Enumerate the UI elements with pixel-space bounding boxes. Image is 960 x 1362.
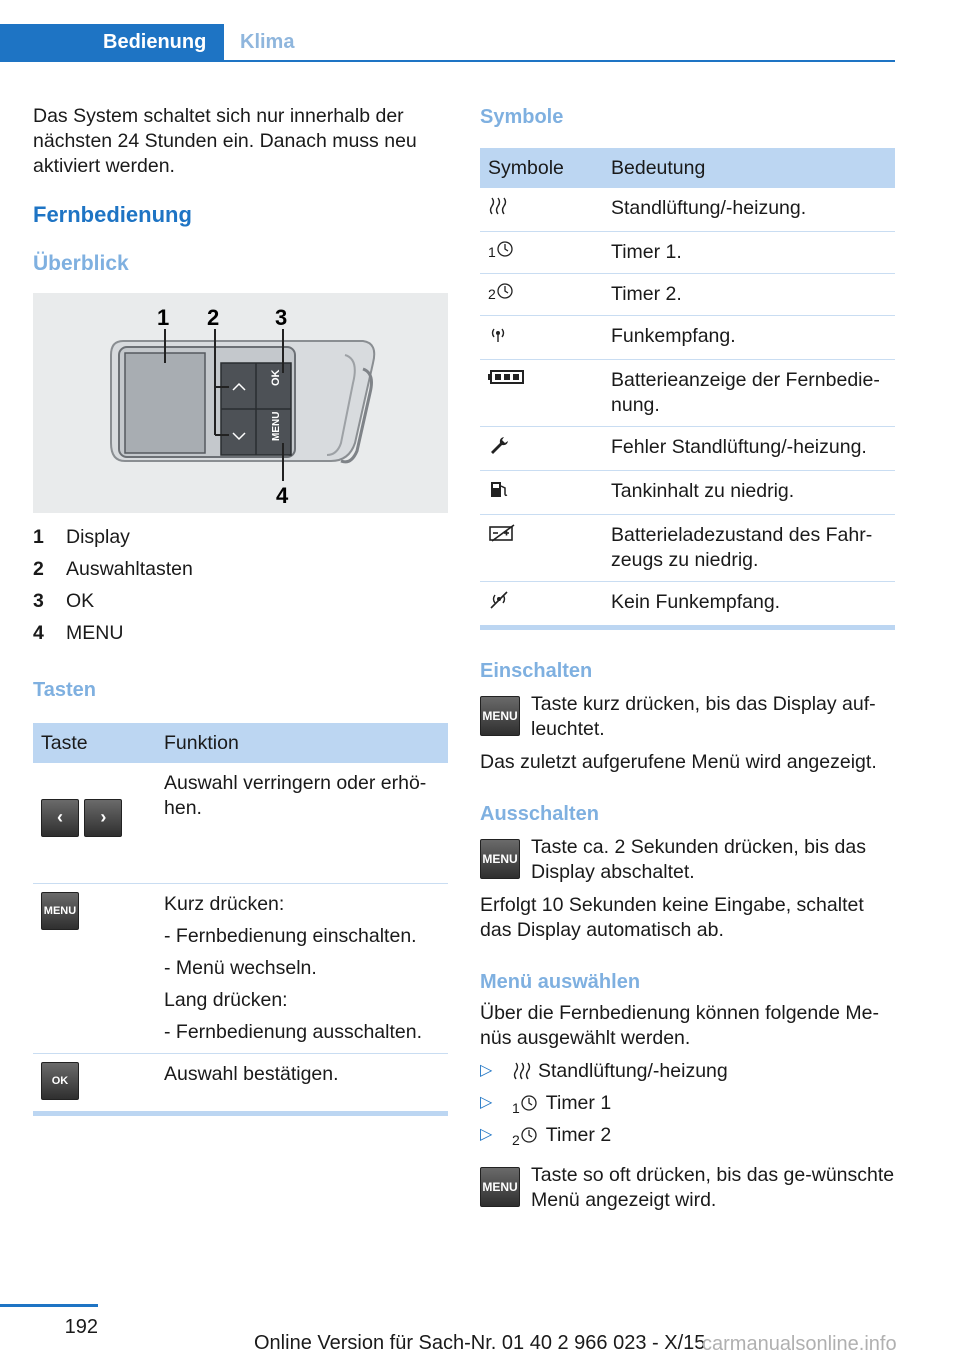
- keys-table-end-bar: [33, 1111, 448, 1116]
- timer-number: 1: [488, 244, 496, 260]
- ausschalten-text: Taste ca. 2 Sekunden drücken, bis das Display abschaltet.: [531, 836, 866, 883]
- menu-key-icon: MENU: [480, 839, 520, 879]
- legend-number: 1: [33, 526, 44, 548]
- table-row: [33, 763, 448, 883]
- heading-symbole: Symbole: [480, 106, 564, 128]
- einschalten-text: Taste kurz drücken, bis das Display auf-leuchtet.: [531, 693, 876, 740]
- table-row: [33, 883, 448, 1053]
- menu-key-icon: MENU: [41, 892, 79, 930]
- table-row: [33, 1053, 448, 1111]
- bullet-text: Standlüftung/-heizung: [538, 1060, 728, 1082]
- timer-number: 2: [488, 286, 496, 302]
- timer1-icon: [496, 240, 514, 258]
- keys-table: [33, 723, 448, 1111]
- function-cell: Auswahl bestätigen.: [164, 1062, 339, 1085]
- figure-key-menu: MENU: [271, 411, 282, 441]
- meaning-cell: Fehler Standlüftung/-heizung.: [603, 427, 895, 471]
- menu-bullet-list: [480, 1055, 895, 1151]
- legend-item: [33, 553, 448, 585]
- symbols-table-header-bedeutung: Bedeutung: [603, 148, 895, 188]
- function-cell: [156, 883, 448, 1053]
- symbols-table-end-bar: [480, 625, 895, 630]
- figure-legend: [33, 521, 448, 649]
- heading-tasten: Tasten: [33, 679, 96, 701]
- timer-number: 1: [512, 1100, 520, 1116]
- timer-number: 2: [512, 1132, 520, 1148]
- list-item: [480, 1055, 895, 1087]
- fuel-icon: [488, 479, 510, 499]
- meaning-cell: Timer 1.: [603, 232, 895, 274]
- figure-key-ok: OK: [270, 369, 282, 386]
- bullet-text: Timer 1: [545, 1092, 612, 1114]
- battery-icon: [488, 368, 528, 386]
- remote-control-figure: [33, 293, 448, 513]
- meaning-cell: Standlüftung/-heizung.: [603, 188, 895, 232]
- menu-key-icon: MENU: [480, 1167, 520, 1207]
- heading-einschalten: Einschalten: [480, 660, 593, 682]
- remote-control-drawing: [33, 293, 448, 513]
- menu-intro-text: Über die Fernbedienung können folgende Me-nüs ausgewählt werden.: [480, 1002, 879, 1049]
- einschalten-after-text: Das zuletzt aufgerufene Menü wird angezeigt.: [480, 751, 877, 773]
- symbols-table: [480, 148, 895, 625]
- meaning-cell: Funkempfang.: [603, 316, 895, 360]
- legend-label: Auswahltasten: [66, 558, 193, 580]
- right-column: [480, 104, 895, 1213]
- legend-number: 2: [33, 558, 44, 580]
- table-row: [480, 427, 895, 471]
- function-line: Kurz drücken:: [164, 892, 285, 915]
- timer2-icon: [520, 1126, 538, 1144]
- table-row: [480, 471, 895, 515]
- left-column: [33, 104, 448, 1116]
- table-row: [480, 582, 895, 626]
- chevron-left-icon: ‹: [41, 799, 79, 837]
- symbol-cell: [480, 515, 603, 582]
- wrench-icon: [488, 435, 510, 455]
- page-number: 192: [64, 1316, 98, 1338]
- bullet-triangle-icon: ▷: [480, 1126, 493, 1143]
- legend-label: OK: [66, 590, 95, 612]
- table-row: [480, 360, 895, 427]
- meaning-cell: Tankinhalt zu niedrig.: [603, 471, 895, 515]
- no-signal-icon: [488, 590, 510, 610]
- symbol-cell: [480, 316, 603, 360]
- symbol-cell: [480, 427, 603, 471]
- key-cell-arrows: [33, 763, 156, 883]
- list-item: [480, 1119, 895, 1151]
- heater-icon: [488, 196, 508, 216]
- tab-bedienung[interactable]: Bedienung: [0, 24, 224, 61]
- function-line: - Fernbedienung einschalten.: [164, 924, 417, 947]
- online-version-text: Online Version für Sach-Nr. 01 40 2 966 023 - X/15: [254, 1332, 706, 1354]
- symbol-cell: [480, 232, 603, 274]
- menu-after-text: Taste so oft drücken, bis das ge-wünschte Menü angezeigt wird.: [531, 1164, 895, 1211]
- symbol-cell: [480, 188, 603, 232]
- heater-icon: [512, 1061, 532, 1081]
- ausschalten-paragraph: [480, 835, 895, 885]
- function-line: - Menü wechseln.: [164, 956, 317, 979]
- bullet-text: Timer 2: [545, 1124, 612, 1146]
- heading-ueberblick: Überblick: [33, 252, 129, 275]
- callout-4: 4: [276, 483, 289, 508]
- meaning-cell: Kein Funkempfang.: [611, 591, 781, 613]
- footer-rule: [0, 1304, 98, 1307]
- table-row: [480, 274, 895, 316]
- callout-3: 3: [275, 305, 288, 330]
- timer1-icon: [520, 1094, 538, 1112]
- table-row: [480, 316, 895, 360]
- ok-key-icon: OK: [41, 1062, 79, 1100]
- legend-item: [33, 521, 448, 553]
- table-row: [480, 515, 895, 582]
- intro-text: Das System schaltet sich nur innerhalb der nächsten 24 Stunden ein. Danach muss neu aktiviert werden.: [33, 105, 417, 177]
- symbols-table-header-symbole: Symbole: [480, 148, 603, 188]
- bullet-triangle-icon: ▷: [480, 1062, 493, 1079]
- function-line: Lang drücken:: [164, 988, 288, 1011]
- car-battery-icon: [488, 523, 516, 543]
- table-row: [480, 188, 895, 232]
- tab-klima[interactable]: Klima: [240, 31, 295, 53]
- legend-number: 4: [33, 622, 44, 644]
- ausschalten-after-text: Erfolgt 10 Sekunden keine Eingabe, schaltet das Display automatisch ab.: [480, 894, 864, 941]
- symbol-cell: [480, 360, 603, 427]
- chevron-right-icon: ›: [84, 799, 122, 837]
- callout-2: 2: [207, 305, 220, 330]
- timer2-icon: [496, 282, 514, 300]
- legend-item: [33, 585, 448, 617]
- heading-fernbedienung: Fernbedienung: [33, 202, 192, 227]
- heading-ausschalten: Ausschalten: [480, 803, 599, 825]
- meaning-cell: Batterieanzeige der Fernbedie-nung.: [603, 360, 895, 427]
- key-cell-ok: [33, 1053, 156, 1111]
- legend-number: 3: [33, 590, 44, 612]
- meaning-cell: Timer 2.: [603, 274, 895, 316]
- key-cell-menu: [33, 883, 156, 1053]
- callout-1: 1: [157, 305, 170, 330]
- legend-label: Display: [66, 526, 130, 548]
- signal-icon: [488, 324, 508, 344]
- heading-menue-auswaehlen: Menü auswählen: [480, 971, 641, 993]
- menu-key-icon: MENU: [480, 696, 520, 736]
- menu-after-paragraph: [480, 1163, 895, 1213]
- watermark-text: carmanualsonline.info: [702, 1333, 897, 1355]
- bullet-triangle-icon: ▷: [480, 1094, 493, 1111]
- symbol-cell: [480, 582, 603, 626]
- legend-item: [33, 617, 448, 649]
- header-tabs: [0, 24, 895, 62]
- meaning-cell: Batterieladezustand des Fahr-zeugs zu niedrig.: [603, 515, 895, 582]
- keys-table-header-taste: Taste: [33, 723, 156, 763]
- function-line: - Fernbedienung ausschalten.: [164, 1020, 423, 1043]
- einschalten-paragraph: [480, 692, 895, 742]
- keys-table-header-funktion: Funktion: [156, 723, 448, 763]
- function-cell: Auswahl verringern oder erhö-hen.: [156, 763, 448, 883]
- list-item: [480, 1087, 895, 1119]
- symbol-cell: [480, 274, 603, 316]
- table-row: [480, 232, 895, 274]
- symbol-cell: [480, 471, 603, 515]
- legend-label: MENU: [66, 622, 124, 644]
